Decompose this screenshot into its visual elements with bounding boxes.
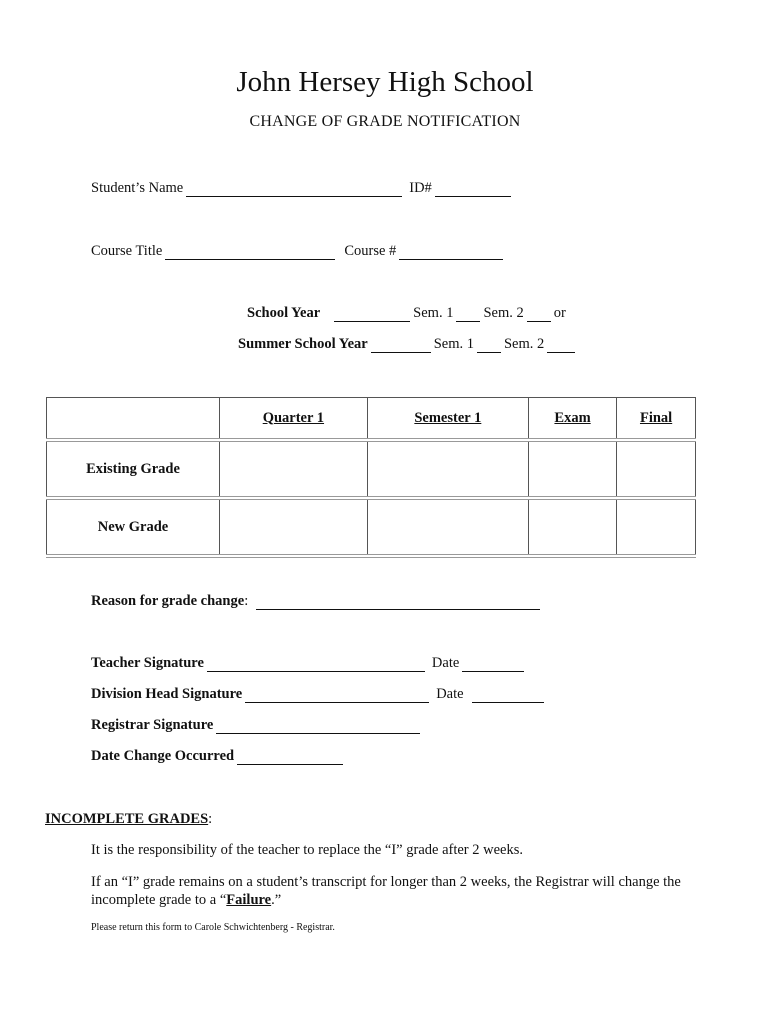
summer-sem2-label: Sem. 2	[503, 336, 545, 352]
school-year-sem1-field[interactable]	[456, 307, 480, 322]
teacher-signature-field[interactable]	[207, 657, 425, 672]
failure-word: Failure	[226, 892, 272, 908]
school-year-label: School Year	[247, 305, 321, 321]
incomplete-paragraph-2-text: If an “I” grade remains on a student’s transcript for longer than 2 weeks, the Registrar will change the incomplete grade to a “	[91, 874, 681, 908]
school-year-sem1-label: Sem. 1	[413, 305, 454, 321]
student-id-field[interactable]	[435, 182, 511, 197]
date-change-label: Date Change Occurred	[91, 748, 235, 764]
date-change-row	[91, 748, 346, 765]
existing-semester-1-cell[interactable]	[367, 440, 528, 498]
school-year-row	[247, 305, 566, 322]
incomplete-heading	[45, 811, 212, 828]
incomplete-paragraph-1: It is the responsibility of the teacher to replace the “I” grade after 2 weeks.	[91, 842, 523, 858]
course-info-row	[91, 243, 506, 260]
incomplete-paragraph-2-end: .”	[271, 892, 282, 908]
reason-label: Reason for grade change	[91, 593, 245, 609]
division-head-signature-label: Division Head Signature	[91, 686, 243, 702]
row-label-new-grade: New Grade	[47, 498, 220, 556]
incomplete-paragraph-2	[91, 873, 731, 909]
incomplete-heading-text: INCOMPLETE GRADES	[45, 811, 209, 827]
course-number-field[interactable]	[399, 245, 503, 260]
header-exam: Exam	[528, 398, 616, 441]
student-name-field[interactable]	[186, 182, 402, 197]
incomplete-heading-colon: :	[208, 811, 213, 827]
student-name-label: Student’s Name	[91, 180, 184, 196]
summer-sem1-label: Sem. 1	[433, 336, 474, 352]
row-label-existing-grade: Existing Grade	[47, 440, 220, 498]
summer-school-row	[238, 336, 578, 353]
registrar-signature-row	[91, 717, 423, 734]
table-row	[47, 440, 696, 498]
grade-table-header	[47, 398, 696, 441]
school-year-sem2-label: Sem. 2	[483, 305, 524, 321]
summer-sem2-field[interactable]	[547, 338, 575, 353]
course-title-label: Course Title	[91, 243, 163, 259]
registrar-signature-label: Registrar Signature	[91, 717, 214, 733]
existing-final-cell[interactable]	[617, 440, 696, 498]
new-exam-cell[interactable]	[528, 498, 616, 556]
school-name: John Hersey High School	[236, 66, 534, 98]
new-quarter-1-cell[interactable]	[220, 498, 368, 556]
school-year-field[interactable]	[334, 307, 410, 322]
summer-school-label: Summer School Year	[238, 336, 368, 352]
teacher-date-field[interactable]	[462, 657, 524, 672]
header-final: Final	[617, 398, 696, 441]
division-head-signature-row	[91, 686, 547, 703]
new-final-cell[interactable]	[617, 498, 696, 556]
date-change-field[interactable]	[237, 750, 343, 765]
reason-row	[91, 593, 543, 610]
footer-note: Please return this form to Carole Schwichtenberg - Registrar.	[91, 922, 335, 933]
new-semester-1-cell[interactable]	[367, 498, 528, 556]
reason-colon: :	[244, 593, 249, 609]
registrar-signature-field[interactable]	[216, 719, 420, 734]
header-quarter-1: Quarter 1	[220, 398, 368, 441]
summer-sem1-field[interactable]	[477, 338, 501, 353]
course-number-label: Course #	[344, 243, 397, 259]
reason-field[interactable]	[256, 595, 540, 610]
school-year-sem2-field[interactable]	[527, 307, 551, 322]
student-id-label: ID#	[409, 180, 432, 196]
form-title: CHANGE OF GRADE NOTIFICATION	[249, 113, 521, 130]
division-head-signature-field[interactable]	[245, 688, 429, 703]
teacher-signature-label: Teacher Signature	[91, 655, 204, 671]
header-semester-1: Semester 1	[367, 398, 528, 441]
header-empty-cell	[47, 398, 220, 441]
existing-exam-cell[interactable]	[528, 440, 616, 498]
student-info-row	[91, 180, 514, 197]
summer-school-field[interactable]	[371, 338, 431, 353]
teacher-date-label: Date	[431, 655, 460, 671]
existing-quarter-1-cell[interactable]	[220, 440, 368, 498]
or-label: or	[553, 305, 566, 321]
teacher-signature-row	[91, 655, 527, 672]
table-row	[47, 498, 696, 556]
division-head-date-field[interactable]	[472, 688, 544, 703]
course-title-field[interactable]	[165, 245, 335, 260]
division-head-date-label: Date	[436, 686, 464, 702]
grade-table	[46, 397, 696, 558]
